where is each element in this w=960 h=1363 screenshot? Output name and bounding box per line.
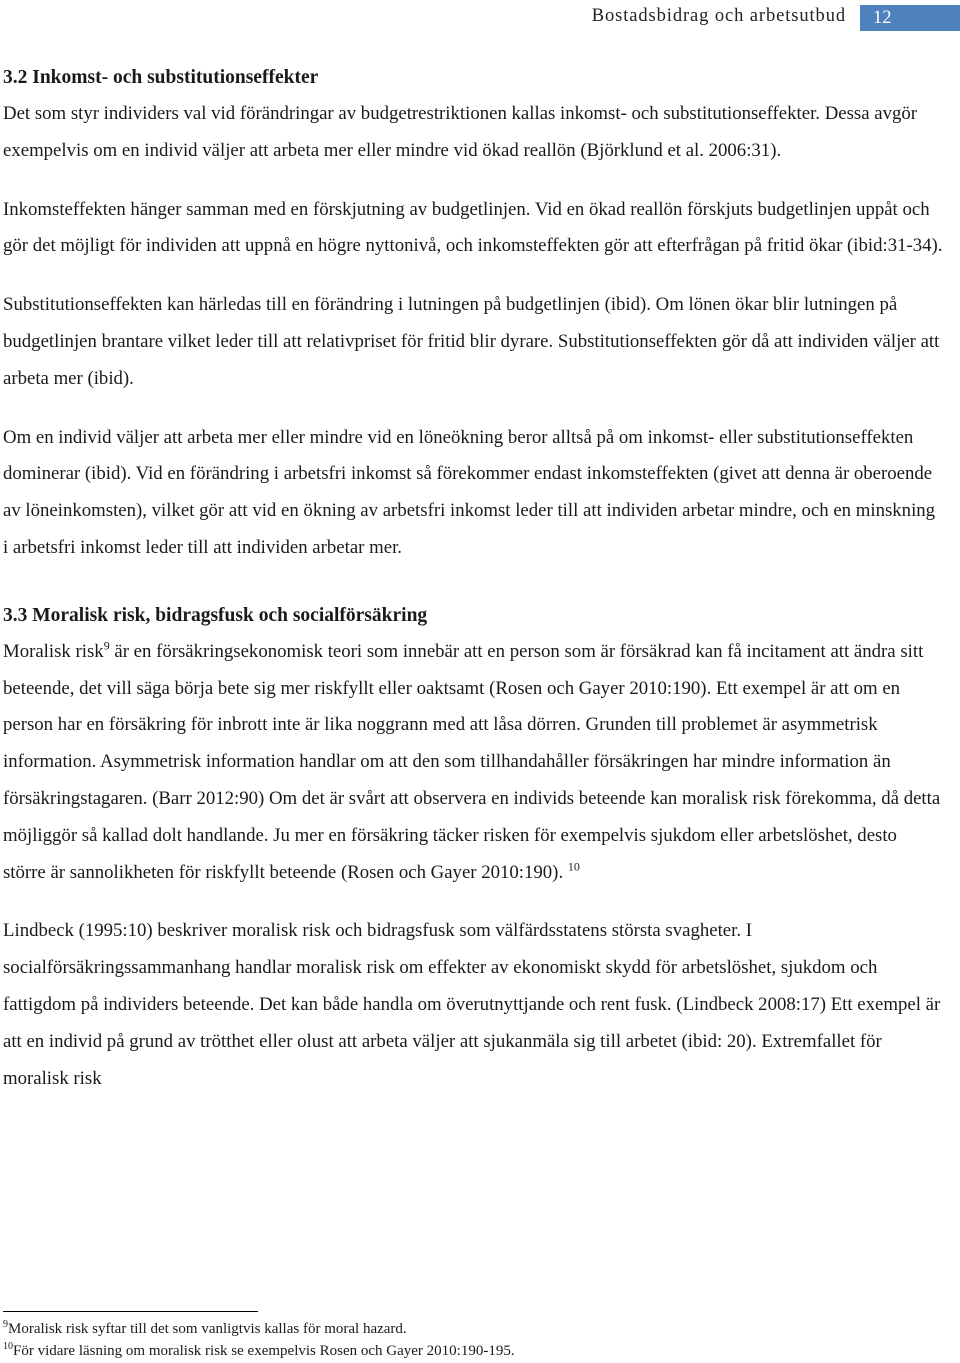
footnote-item: [3, 1340, 943, 1362]
page-number-badge: 12: [860, 5, 960, 31]
paragraph: Det som styr individers val vid förändringar av budgetrestriktionen kallas inkomst- och substitutionseffekter. Dessa avgör exempelvis om en individ väljer att arbeta mer eller mindre vid ökad reallön (Björklund et al. 2006:31).: [3, 103, 918, 161]
paragraph: Substitutionseffekten kan härledas till en förändring i lutningen på budgetlinjen (ibid). Om lönen ökar blir lutningen på budgetlinjen brantare vilket leder till att relativpriset för fritid blir dyrare. Substitutionseffekten gör då att individen väljer att arbeta mer (ibid).: [3, 294, 940, 389]
footnote-number: 10: [3, 1341, 13, 1352]
footnote-separator: [3, 1311, 258, 1312]
paragraph-text: är en försäkringsekonomisk teori som innebär att en person som är försäkrad kan få incitament att ändra sitt beteende, det vill säga börja bete sig mer riskfyllt eller oaktsamt (Rosen och Gayer 2010:190). Ett exempel är att om en person har en försäkring för inbrott inte är lika noggrann med att låsa dörren. Grunden till problemet är asymmetrisk information. Asymmetrisk information handlar om att den som tillhandahåller försäkringen har mindre information än försäkringstagaren. (Barr 2012:90) Om det är svårt att observera en individs beteende kan moralisk risk förekomma, då detta möjliggör så kallad dolt handlande. Ju mer en försäkring täcker risken för exempelvis sjukdom eller arbetslöshet, desto större är sannolikheten för riskfyllt beteende (Rosen och Gayer 2010:190).: [3, 640, 941, 883]
page-header: [0, 0, 960, 36]
paragraph: Om en individ väljer att arbeta mer eller mindre vid en löneökning beror alltså på om inkomst- eller substitutionseffekten dominerar (ibid). Vid en förändring i arbetsfri inkomst så förekommer endast inkomsteffekten (givet att denna är oberoende av löneinkomsten), vilket gör att vid en ökning av arbetsfri inkomst leder till att individen arbetar mindre, och en minskning i arbetsfri inkomst leder till att individen arbetar mer.: [3, 426, 936, 558]
footnotes: [3, 1318, 943, 1362]
paragraph: [3, 634, 943, 892]
footnote-ref: 9: [103, 638, 110, 653]
footnote-text: För vidare läsning om moralisk risk se exempelvis Rosen och Gayer 2010:190-195.: [13, 1343, 515, 1359]
footnote-ref: 10: [567, 859, 580, 874]
running-header-title: Bostadsbidrag och arbetsutbud: [591, 6, 846, 26]
paragraph: Lindbeck (1995:10) beskriver moralisk risk och bidragsfusk som välfärdsstatens största svagheter. I socialförsäkringssammanhang handlar moralisk risk om effekter av ekonomiskt skydd för arbetslöshet, sjukdom och fattigdom på individers beteende. Det kan både handla om överutnyttjande och rent fusk. (Lindbeck 2008:17) Ett exempel är att en individ på grund av trötthet eller olust att arbeta väljer att sjukanmäla sig till arbetet (ibid: 20). Extremfallet för moralisk risk: [3, 920, 941, 1089]
page-body: [3, 59, 943, 1097]
footnote-item: [3, 1318, 943, 1340]
footnote-number: 9: [3, 1319, 8, 1330]
section-heading-3-2: 3.2 Inkomst- och substitutionseffekter: [3, 67, 319, 88]
footnote-text: Moralisk risk syftar till det som vanligtvis kallas för moral hazard.: [8, 1321, 407, 1337]
section-heading-3-3: 3.3 Moralisk risk, bidragsfusk och socialförsäkring: [3, 604, 428, 626]
paragraph-text: Moralisk risk: [3, 640, 104, 662]
paragraph: Inkomsteffekten hänger samman med en förskjutning av budgetlinjen. Vid en ökad reallön förskjuts budgetlinjen uppåt och gör det möjligt för individen att uppnå en högre nyttonivå, och inkomsteffekten gör att efterfrågan på fritid ökar (ibid:31-34).: [3, 198, 943, 257]
